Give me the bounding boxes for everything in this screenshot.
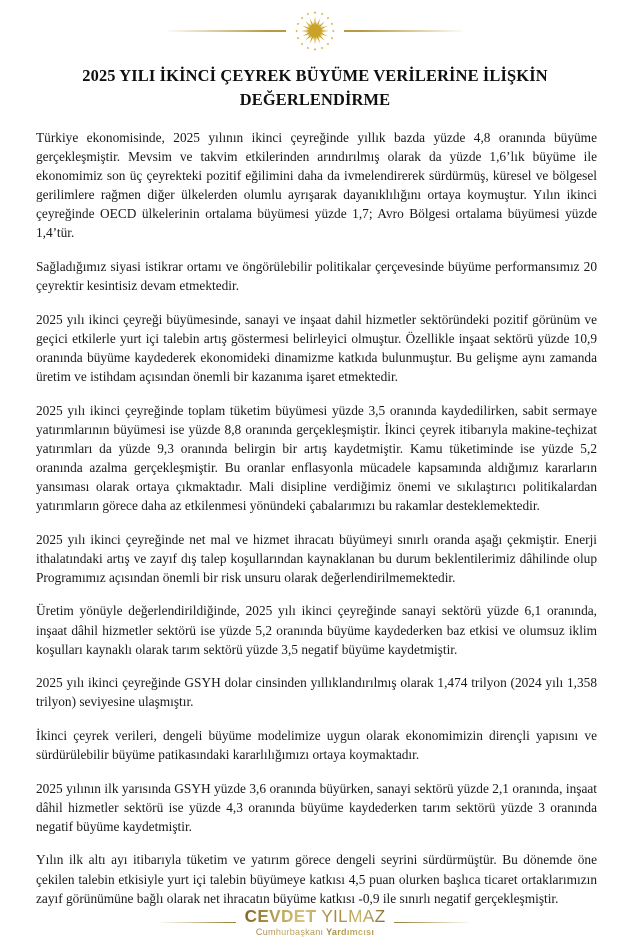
header-rule-left — [168, 30, 286, 32]
paragraph: 2025 yılı ikinci çeyreğinde toplam tüketim büyümesi yüzde 3,5 oranında kaydedilirken, sabit sermaye yatırımlarının büyümesi ise yüzde 8,8 oranında gerçekleşmiştir. İkinci çeyrek itibarıyla makine-teçhizat yatırımları da yüzde 9,3 oranında belirgin bir artış kaydetmiştir. Kamu tüketiminde ise yüzde 5,2 oranında azalma gerçekleşmiştir. Bu oranlar enflasyonla mücadele kapsamında aldığımız kararların yansıması olarak ortaya çıkmaktadır. Mali disipline verdiğimiz önemi ve sıkılaştırıcı politikalardan yatırımların görece daha az etkilenmesi yönündeki çabalarımızı bu rakamlar desteklemektedir. — [36, 402, 597, 514]
signature-rule-left — [160, 922, 236, 923]
document-header — [0, 0, 630, 54]
paragraph: İkinci çeyrek verileri, dengeli büyüme modelimize uygun olarak ekonomimizin dirençli yapısını ve sürdürülebilir büyüme patikasındaki kararlılığımızı ortaya koymaktadır. — [36, 727, 597, 763]
signatory-first-name: CEVDET — [244, 905, 317, 926]
paragraph: Üretim yönüyle değerlendirildiğinde, 2025 yılı ikinci çeyreğinde sanayi sektörü yüzde 6,1 oranında, inşaat dâhil hizmetler sektörü ise yüzde 5,2 oranında büyüme kaydederken baz etkisi ve olumsuz iklim koşulları kaynaklı olarak tarım sektörü yüzde 3,5 negatif büyüme kaydetmiştir. — [36, 603, 597, 657]
paragraph: Sağladığımız siyasi istikrar ortamı ve öngörülebilir politikalar çerçevesinde büyüme performansımız 20 çeyrektir kesintisiz devam etmektedir. — [36, 259, 597, 294]
header-rule-right — [344, 30, 462, 32]
signatory-title-prefix: Cumhurbaşkanı — [255, 926, 327, 937]
paragraph: 2025 yılının ilk yarısında GSYH yüzde 3,6 oranında büyürken, sanayi sektörü yüzde 2,1 oranında, inşaat dâhil hizmetler sektörü ise yüzde 4,3 oranında büyüme kaydederken tarım sektörü yüzde 3 oranında negatif büyüme kaydetmiştir. — [36, 780, 597, 834]
signatory-title-suffix: Yardımcısı — [326, 926, 375, 937]
paragraph: 2025 yılı ikinci çeyreğinde net mal ve hizmet ihracatı büyümeyi sınırlı oranda aşağı çekmiştir. Enerji ithalatındaki artış ve zayıf dış talep koşullarından kaynaklanan bu durum beklentilerimiz dâhilinde olup Programımız açısından önemli bir risk unsuru olarak değerlendirilmemektedir. — [36, 531, 597, 585]
paragraph: 2025 yılı ikinci çeyreğinde GSYH dolar cinsinden yıllıklandırılmış olarak 1,474 trilyon (2024 yılı 1,358 trilyon) seviyesine ulaşmıştır. — [36, 675, 597, 710]
signatory-title — [245, 928, 386, 937]
signature-block — [0, 905, 630, 945]
document-body — [0, 112, 630, 908]
signatory-name — [244, 905, 386, 926]
paragraph: Türkiye ekonomisinde, 2025 yılının ikinci çeyreğinde yıllık bazda yüzde 4,8 oranında büyüme gerçekleşmiştir. Mevsim ve takvim etkilerinden arındırılmış olarak da yüzde 1,6’lık büyüme ile ekonomimiz son üç çeyrekteki pozitif eğilimini daha da ivmelendirerek sürdürmüş, küresel ve bölgesel gerilimlere rağmen diğer ülkelerden olumlu ayrışarak dayanıklılığını ortaya koymuştur. Yılın ikinci çeyreğinde OECD ülkelerinin ortalama büyümesi yüzde 1,7; Avro Bölgesi ortalama büyümesi yüzde 1,4’tür. — [36, 130, 597, 241]
turkish-presidency-sun-emblem — [292, 8, 338, 54]
paragraph: 2025 yılı ikinci çeyreği büyümesinde, sanayi ve inşaat dahil hizmetler sektöründeki pozitif görünüm ve geçici etkilerle yurt içi talebin artış göstermesi belirleyici olmuştur. Özellikle inşaat sektörü yüzde 10,9 oranında büyüme kaydederek ekonomideki dinamizme katkıda bulunmuştur. Bu gelişme aynı zamanda üretim ve istihdam açısından önemli bir kazanıma işaret etmektedir. — [36, 311, 597, 385]
signature-rule-right — [394, 922, 470, 923]
signatory-last-name: YILMAZ — [321, 905, 386, 926]
paragraph: Yılın ilk altı ayı itibarıyla tüketim ve yatırım görece dengeli seyrini sürdürmüştür. Bu dönemde öne çekilen talebin etkisiyle yurt içi talebin büyümeye katkısı 4,5 puan olurken başlıca ticaret ortaklarımızın zayıf görünümüne bağlı olarak net ihracatın büyüme katkısı -0,9 ile sınırlı negatif gerçekleşmiştir. — [36, 852, 597, 906]
page-title: 2025 YILI İKİNCİ ÇEYREK BÜYÜME VERİLERİNE İLİŞKİN DEĞERLENDİRME — [82, 66, 548, 109]
signatory — [244, 905, 386, 937]
